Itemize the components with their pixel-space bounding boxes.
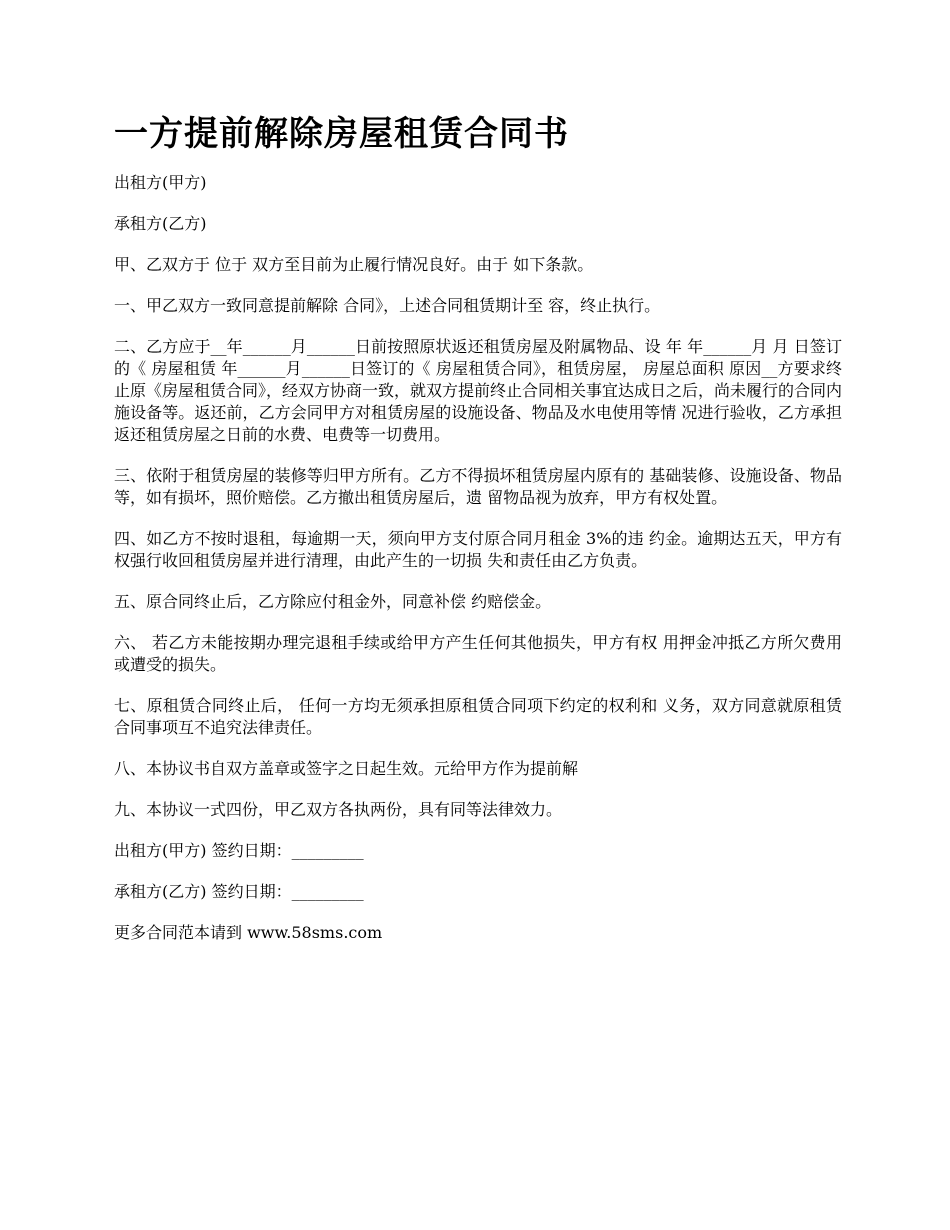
document-title: 一方提前解除房屋租赁合同书 <box>114 114 569 154</box>
clause-3: 三、依附于租赁房屋的装修等归甲方所有。乙方不得损坏租赁房屋内原有的 基础装修、设施设备、物品等，如有损坏，照价赔偿。乙方撤出租赁房屋后，遗 留物品视为放弃，甲方有权处置。 <box>114 466 842 507</box>
document-page <box>114 110 842 963</box>
preamble-paragraph: 甲、乙双方于 位于 双方至目前为止履行情况良好。由于 如下条款。 <box>114 255 594 274</box>
clause-5: 五、原合同终止后，乙方除应付租金外，同意补偿 约赔偿金。 <box>114 592 552 611</box>
footer-more-templates: 更多合同范本请到 www.58sms.com <box>114 923 383 942</box>
lessee-signature-line: 承租方(乙方) 签约日期：_________ <box>114 882 364 901</box>
clause-1: 一、甲乙双方一致同意提前解除 合同》，上述合同租赁期计至 容，终止执行。 <box>114 296 661 315</box>
clause-4: 四、如乙方不按时退租，每逾期一天，须向甲方支付原合同月租金 3%的违 约金。逾期达五天，甲方有权强行收回租赁房屋并进行清理，由此产生的一切损 失和责任由乙方负责。 <box>114 529 842 570</box>
clause-7: 七、原租赁合同终止后， 任何一方均无须承担原租赁合同项下约定的权利和 义务，双方同意就原租赁合同事项互不追究法律责任。 <box>114 696 842 737</box>
clause-9: 九、本协议一式四份，甲乙双方各执两份，具有同等法律效力。 <box>114 800 563 819</box>
lessor-signature-line: 出租方(甲方) 签约日期：_________ <box>114 841 364 860</box>
lessee-party-line: 承租方(乙方) <box>114 214 207 233</box>
lessor-party-line: 出租方(甲方) <box>114 173 207 192</box>
clause-8: 八、本协议书自双方盖章或签字之日起生效。元给甲方作为提前解 <box>114 759 579 778</box>
clause-2: 二、乙方应于__年______月______日前按照原状返还租赁房屋及附属物品、设 年 年______月 月 日签订的《 房屋租赁 年______月______日签订的《 房屋租赁合同》，租赁房屋， 房屋总面积 原因__方要求终止原《房屋租赁合同》，经双方协商一致，就双方提前终止合同相关事宜达成日之后，尚未履行的合同内施设备等。返还前，乙方会同甲方对租赁房屋的设施设备、物品及水电使用等情 况进行验收，乙方承担返还租赁房屋之日前的水费、电费等一切费用。 <box>114 337 843 444</box>
clause-6: 六、 若乙方未能按期办理完退租手续或给甲方产生任何其他损失，甲方有权 用押金冲抵乙方所欠费用或遭受的损失。 <box>114 633 842 674</box>
